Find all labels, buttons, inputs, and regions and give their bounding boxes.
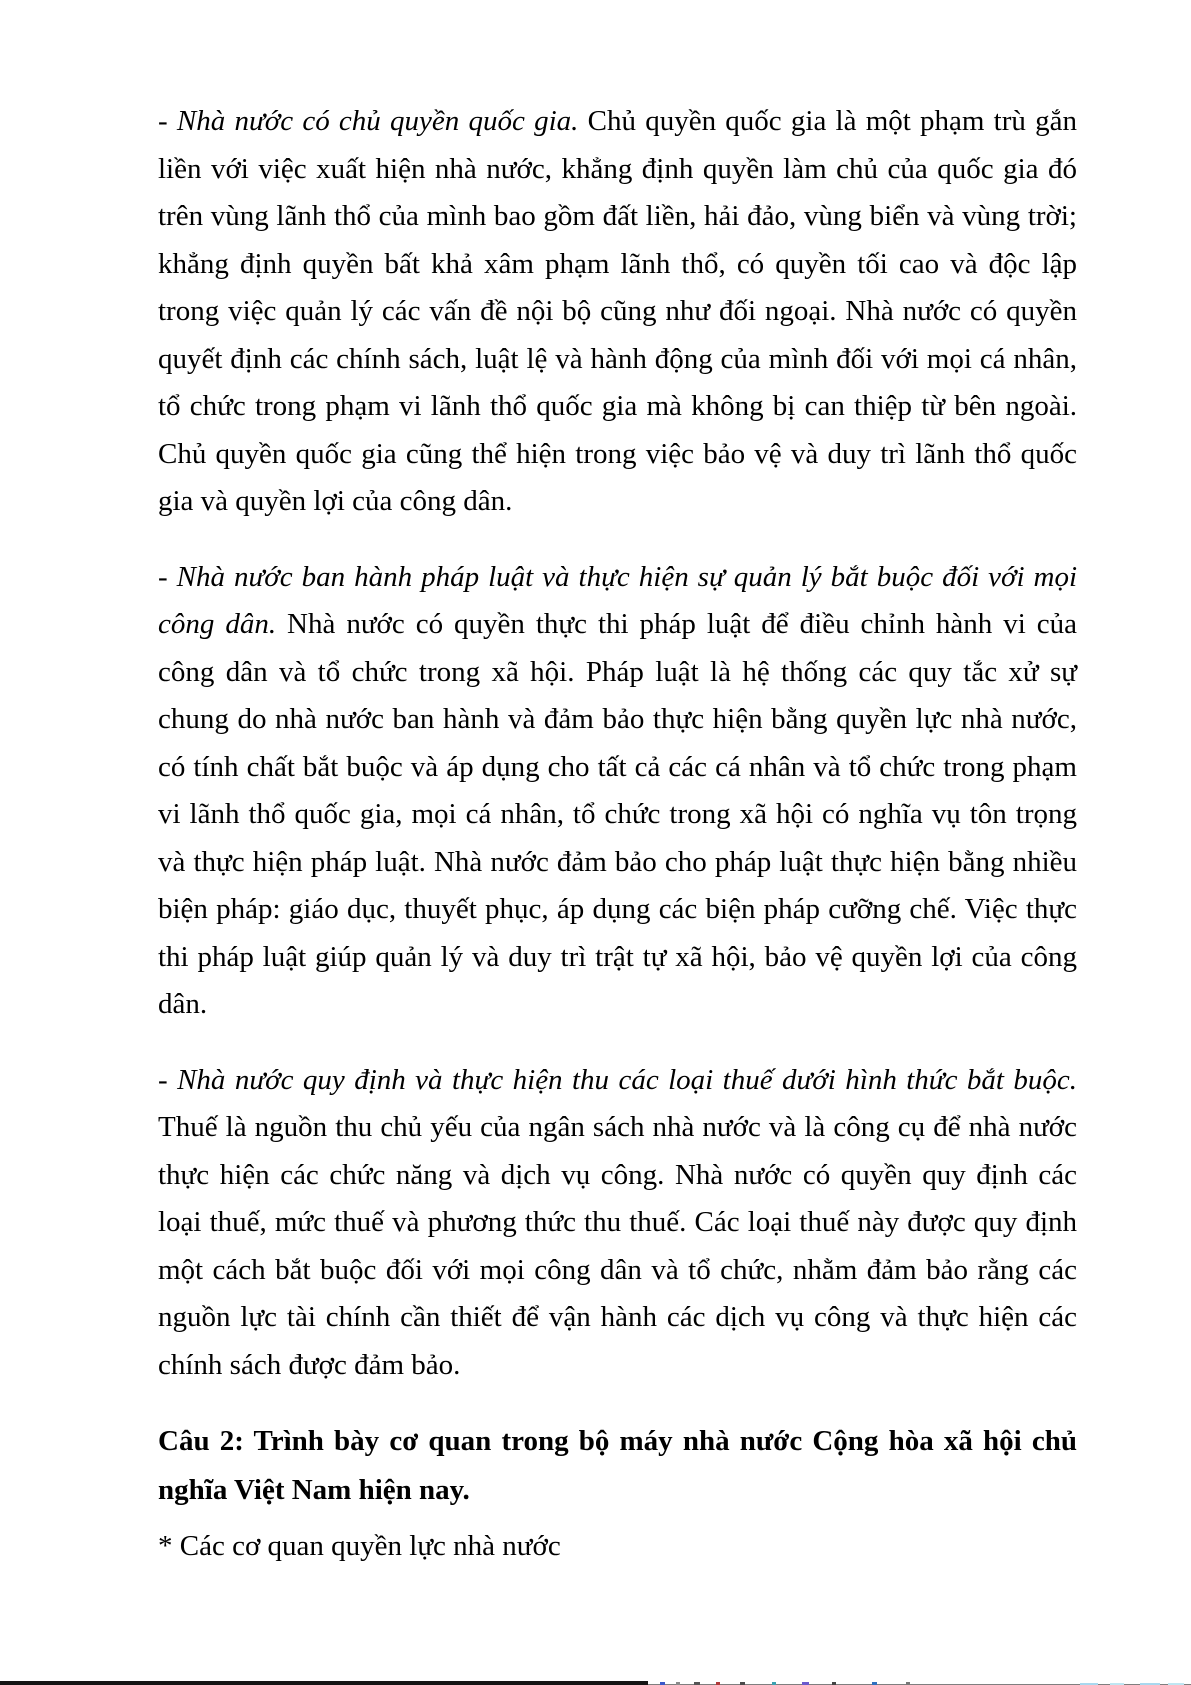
paragraph-body-text: Thuế là nguồn thu chủ yếu của ngân sách nhà nước và là công cụ để nhà nước thực hiện các chức năng và dịch vụ công. Nhà nước có quyền quy định các loại thuế, mức thuế và phương thức thu thuế. Các loại thuế này được quy định một cách bắt buộc đối với mọi công dân và tổ chức, nhằm đảm bảo rằng các nguồn lực tài chính cần thiết để vận hành các dịch vụ công và thực hiện các chính sách được đảm bảo. — [158, 1111, 1077, 1381]
paragraph-law-enforcement — [158, 554, 1077, 1029]
paragraph-national-sovereignty — [158, 98, 1077, 526]
paragraph-body-text: Nhà nước có quyền thực thi pháp luật để điều chỉnh hành vi của công dân và tổ chức trong xã hội. Pháp luật là hệ thống các quy tắc xử sự chung do nhà nước ban hành và đảm bảo thực hiện bằng quyền lực nhà nước, có tính chất bắt buộc và áp dụng cho tất cả các cá nhân và tổ chức trong phạm vi lãnh thổ quốc gia, mọi cá nhân, tổ chức trong xã hội có nghĩa vụ tôn trọng và thực hiện pháp luật. Nhà nước đảm bảo cho pháp luật thực hiện bằng nhiều biện pháp: giáo dục, thuyết phục, áp dụng các biện pháp cưỡng chế. Việc thực thi pháp luật giúp quản lý và duy trì trật tự xã hội, bảo vệ quyền lợi của công dân. — [158, 608, 1077, 1020]
subheading-state-power-agencies: * Các cơ quan quyền lực nhà nước — [158, 1530, 561, 1562]
paragraph-taxation — [158, 1057, 1077, 1390]
paragraph-lead-italic: - Nhà nước quy định và thực hiện thu các loại thuế dưới hình thức bắt buộc. — [158, 1063, 1077, 1096]
taskbar-edge-strip — [0, 1680, 1191, 1685]
question-2-heading: Câu 2: Trình bày cơ quan trong bộ máy nhà nước Cộng hòa xã hội chủ nghĩa Việt Nam hiện nay. — [158, 1425, 1077, 1506]
paragraph-body-text: Chủ quyền quốc gia là một phạm trù gắn liền với việc xuất hiện nhà nước, khẳng định quyền làm chủ của quốc gia đó trên vùng lãnh thổ của mình bao gồm đất liền, hải đảo, vùng biển và vùng trời; khẳng định quyền bất khả xâm phạm lãnh thổ, có quyền tối cao và độc lập trong việc quản lý các vấn đề nội bộ cũng như đối ngoại. Nhà nước có quyền quyết định các chính sách, luật lệ và hành động của mình đối với mọi cá nhân, tổ chức trong phạm vi lãnh thổ quốc gia mà không bị can thiệp từ bên ngoài. Chủ quyền quốc gia cũng thể hiện trong việc bảo vệ và duy trì lãnh thổ quốc gia và quyền lợi của công dân. — [158, 105, 1077, 517]
paragraph-lead-italic: - Nhà nước ban hành pháp luật và thực hiện sự quản lý bắt buộc đối với mọi công dân. — [158, 560, 1077, 640]
taskbar-edge-segment — [0, 1681, 648, 1685]
paragraph-lead-italic: - Nhà nước có chủ quyền quốc gia. — [158, 105, 579, 137]
